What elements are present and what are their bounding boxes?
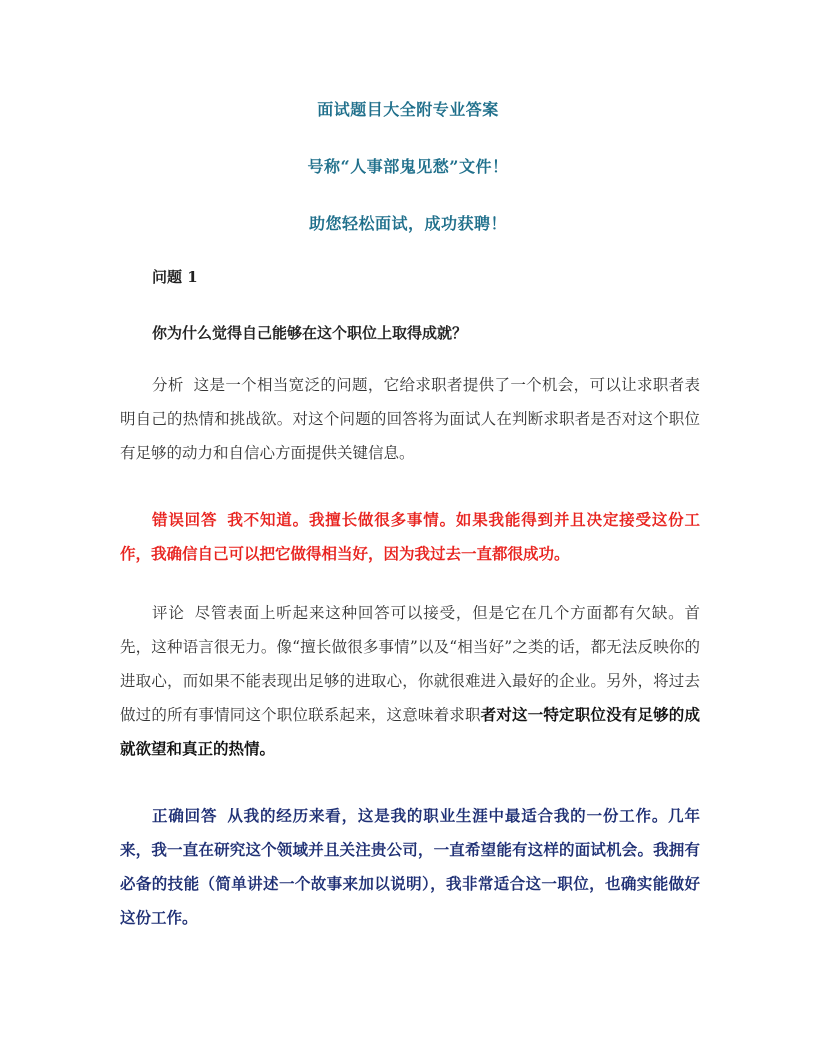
comment-paragraph [120, 596, 700, 766]
comment-emphasis: 者对这一特定职位没有足够的成就欲望和真正的热情。 [120, 705, 700, 758]
analysis-paragraph [120, 368, 700, 470]
correct-answer-lead: 正确回答 [152, 806, 218, 825]
analysis-body: 这是一个相当宽泛的问题，它给求职者提供了一个机会，可以让求职者表明自己的热情和挑战欲。对这个问题的回答将为面试人在判断求职者是否对这个职位有足够的动力和自信心方面提供关键信息。 [120, 376, 700, 462]
wrong-answer-lead: 错误回答 [152, 510, 218, 529]
question-label: 问题 1 [152, 268, 198, 286]
analysis-lead: 分析 [152, 376, 184, 394]
correct-answer-paragraph [120, 799, 700, 935]
question-text: 你为什么觉得自己能够在这个职位上取得成就？ [152, 324, 468, 342]
document-subtitle: 号称“人事部鬼见愁”文件！ [307, 157, 509, 176]
wrong-answer-paragraph [120, 503, 700, 571]
comment-body: 尽管表面上听起来这种回答可以接受，但是它在几个方面都有欠缺。首先，这种语言很无力。像“擅长做很多事情”以及“相当好”之类的话，都无法反映你的进取心，而如果不能表现出足够的进取心，你就很难进入最好的企业。另外，将过去做过的所有事情同这个职位联系起来，这意味着求职 [120, 604, 700, 724]
comment-lead: 评论 [152, 604, 185, 622]
wrong-answer-body: 我不知道。我擅长做很多事情。如果我能得到并且决定接受这份工作，我确信自己可以把它做得相当好，因为我过去一直都很成功。 [120, 510, 700, 563]
document-title: 面试题目大全附专业答案 [317, 100, 499, 119]
correct-answer-body: 从我的经历来看，这是我的职业生涯中最适合我的一份工作。几年来，我一直在研究这个领域并且关注贵公司，一直希望能有这样的面试机会。我拥有必备的技能（简单讲述一个故事来加以说明），我非常适合这一职位，也确实能做好这份工作。 [120, 806, 700, 927]
document-tagline: 助您轻松面试，成功获聘！ [308, 214, 507, 233]
